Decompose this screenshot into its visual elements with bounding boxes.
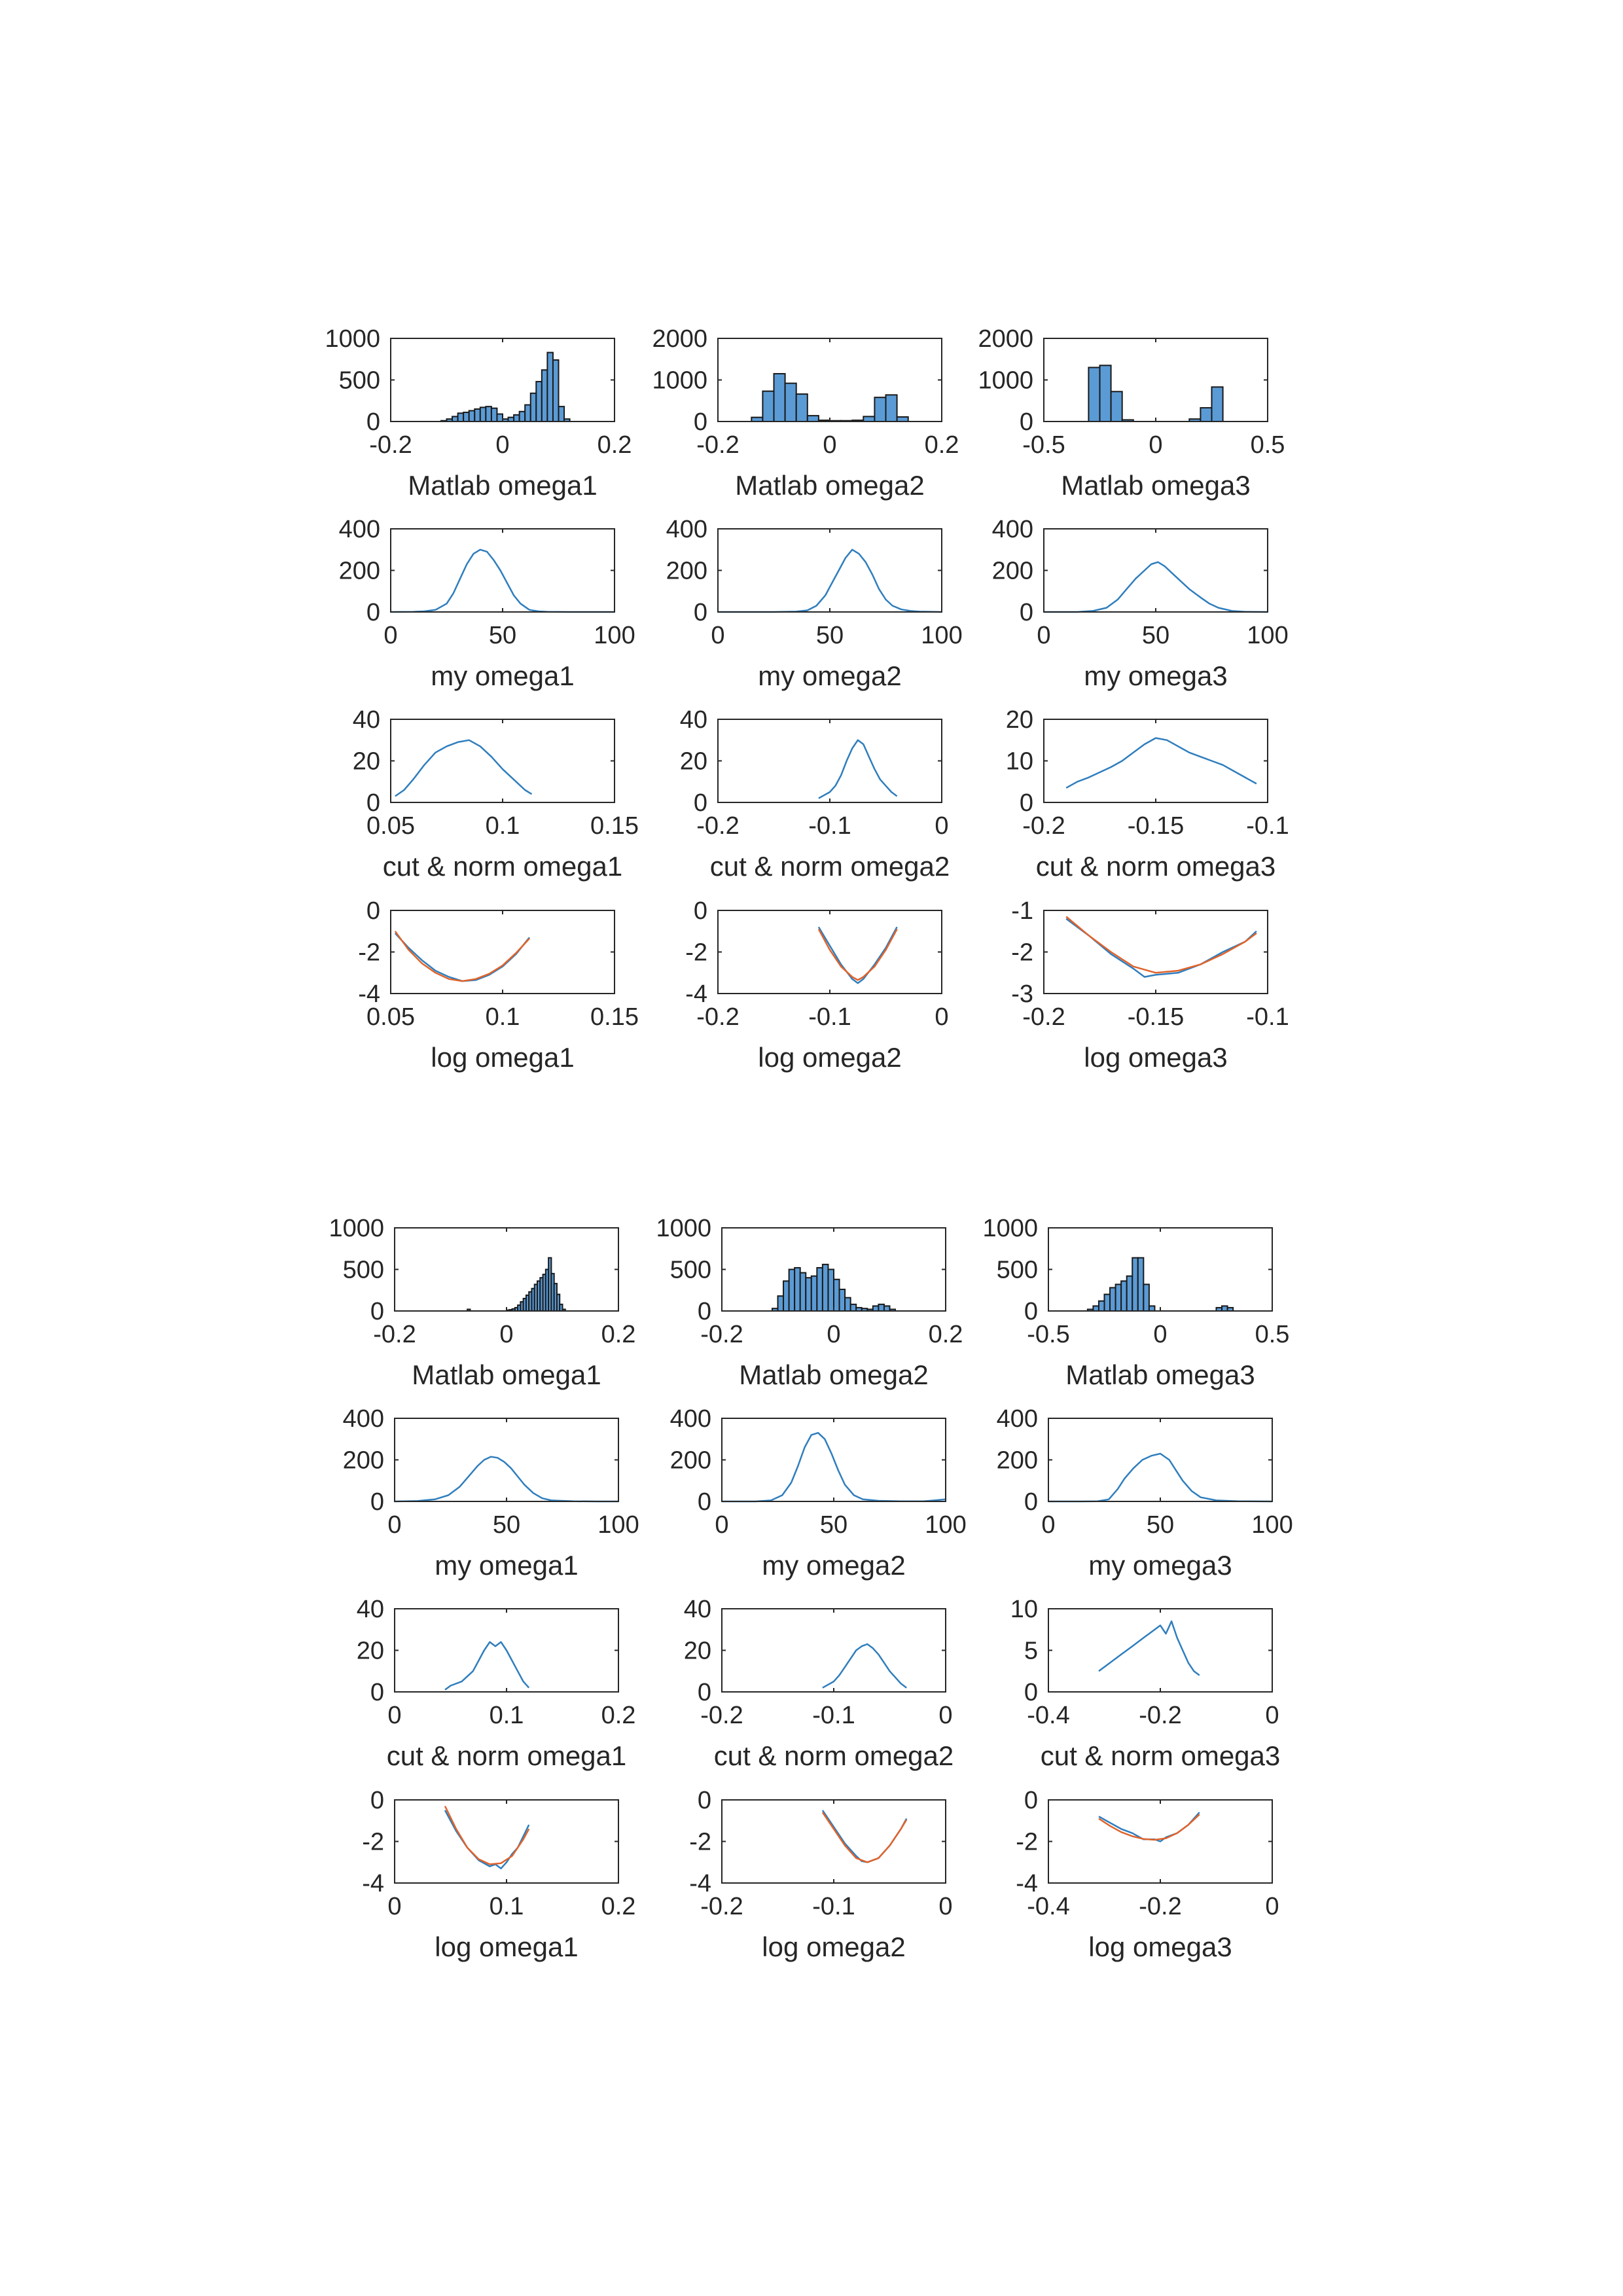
x-tick-label: 0 [827, 1321, 841, 1348]
x-tick-label: 0 [383, 622, 398, 649]
x-tick-label: 0.05 [366, 812, 415, 840]
y-tick-label: 400 [991, 516, 1033, 543]
x-axis-label: cut & norm omega1 [382, 851, 623, 882]
histogram-bar [480, 407, 486, 422]
x-axis-label: my omega3 [1088, 1550, 1232, 1581]
histogram-bar [1088, 367, 1099, 422]
y-tick-label: 500 [342, 1256, 384, 1284]
x-tick-label: 0.5 [1250, 431, 1285, 459]
histogram-bar [491, 408, 497, 422]
histogram-bar [1138, 1258, 1144, 1311]
x-tick-label: 0 [1037, 622, 1051, 649]
x-tick-label: -0.5 [1027, 1321, 1070, 1348]
y-tick-label: 500 [669, 1256, 711, 1284]
y-tick-label: 0 [366, 789, 380, 817]
histogram-bar [800, 1273, 806, 1311]
y-tick-label: 400 [338, 516, 380, 543]
histogram-bar [1111, 391, 1122, 422]
x-axis-label: log omega1 [431, 1042, 575, 1073]
y-tick-label: 500 [338, 367, 380, 395]
x-tick-label: 100 [1251, 1511, 1293, 1539]
x-tick-label: 0.5 [1255, 1321, 1290, 1348]
y-tick-label: 0 [1024, 1679, 1038, 1706]
histogram-bar [873, 1306, 879, 1311]
y-tick-label: 0 [693, 789, 707, 817]
y-tick-label: 2000 [978, 325, 1033, 353]
y-tick-label: 40 [356, 1596, 384, 1623]
x-tick-label: 0 [387, 1702, 402, 1729]
x-tick-label: 0 [1265, 1702, 1279, 1729]
x-tick-label: -0.2 [1022, 812, 1065, 840]
y-tick-label: 0 [370, 1488, 384, 1516]
y-tick-label: 200 [338, 557, 380, 585]
histogram-bar [1121, 1281, 1127, 1311]
x-tick-label: 0 [387, 1893, 402, 1920]
x-tick-label: 100 [594, 622, 635, 649]
y-tick-label: -2 [1011, 939, 1033, 967]
y-tick-label: 0 [370, 1298, 384, 1325]
histogram-bar [486, 406, 491, 422]
x-tick-label: -0.4 [1027, 1702, 1070, 1729]
histogram-bar [1110, 1287, 1116, 1311]
histogram-bar [874, 397, 885, 422]
x-tick-label: 0 [938, 1893, 953, 1920]
y-tick-label: -2 [358, 939, 380, 967]
y-tick-label: -2 [362, 1828, 384, 1856]
x-axis-label: my omega1 [435, 1550, 579, 1581]
y-tick-label: 0 [693, 897, 707, 925]
y-tick-label: 400 [996, 1405, 1038, 1433]
x-tick-label: -0.2 [696, 431, 740, 459]
x-tick-label: 0 [1149, 431, 1163, 459]
histogram-bar [851, 1304, 857, 1311]
x-tick-label: 0 [711, 622, 725, 649]
x-tick-label: -0.2 [700, 1321, 743, 1348]
histogram-bar [1222, 1306, 1228, 1311]
histogram-bar [542, 370, 548, 422]
histogram-bar [553, 360, 559, 422]
y-tick-label: 400 [342, 1405, 384, 1433]
histogram-bar [762, 391, 774, 422]
histogram-bar [1116, 1284, 1122, 1311]
y-tick-label: 0 [370, 1679, 384, 1706]
y-tick-label: 0 [693, 408, 707, 436]
x-tick-label: 100 [1247, 622, 1289, 649]
x-tick-label: 0 [499, 1321, 514, 1348]
y-tick-label: -2 [689, 1828, 711, 1856]
y-tick-label: 1000 [329, 1215, 384, 1242]
x-axis-label: Matlab omega3 [1065, 1359, 1255, 1390]
y-tick-label: 0 [1019, 599, 1033, 626]
x-axis-label: my omega3 [1084, 660, 1228, 691]
x-tick-label: -0.1 [1246, 1003, 1289, 1031]
y-tick-label: -2 [685, 939, 707, 967]
x-axis-label: Matlab omega2 [739, 1359, 929, 1390]
histogram-bar [559, 406, 565, 422]
y-tick-label: 200 [991, 557, 1033, 585]
x-tick-label: 0.1 [489, 1893, 524, 1920]
x-axis-label: log omega2 [758, 1042, 902, 1073]
y-tick-label: 200 [996, 1446, 1038, 1475]
histogram-bar [884, 1306, 890, 1311]
histogram-bar [785, 384, 796, 422]
y-tick-label: -1 [1011, 897, 1033, 925]
y-tick-label: 1000 [325, 325, 380, 353]
histogram-bar [1132, 1258, 1138, 1311]
histogram-bar [463, 412, 469, 422]
histogram-bar [525, 405, 531, 422]
y-tick-label: 1000 [978, 367, 1033, 395]
x-tick-label: 0 [938, 1702, 953, 1729]
histogram-bar [1099, 1301, 1105, 1311]
histogram-bar [1127, 1276, 1133, 1311]
x-tick-label: 0 [1265, 1893, 1279, 1920]
x-tick-label: 100 [597, 1511, 639, 1539]
x-axis-label: Matlab omega1 [412, 1359, 601, 1390]
histogram-bar [878, 1304, 884, 1311]
y-tick-label: 0 [1024, 1787, 1038, 1814]
x-tick-label: 50 [492, 1511, 521, 1539]
histogram-bar [840, 1289, 846, 1311]
histogram-bar [806, 1278, 812, 1311]
x-axis-label: log omega1 [435, 1931, 579, 1962]
histogram-bar [1143, 1284, 1149, 1311]
y-tick-label: 0 [366, 599, 380, 626]
histogram-bar [520, 412, 526, 422]
y-tick-label: 0 [697, 1787, 711, 1814]
histogram-bar [897, 417, 908, 422]
x-axis-label: my omega2 [758, 660, 902, 691]
y-tick-label: 0 [1019, 408, 1033, 436]
x-tick-label: -0.4 [1027, 1893, 1070, 1920]
histogram-bar [1212, 387, 1223, 422]
histogram-bar [789, 1270, 795, 1312]
x-tick-label: -0.2 [373, 1321, 416, 1348]
x-tick-label: 100 [921, 622, 963, 649]
y-tick-label: 5 [1024, 1637, 1038, 1665]
y-tick-label: 200 [666, 557, 707, 585]
histogram-bar [845, 1298, 851, 1311]
histogram-bar [452, 416, 458, 422]
y-tick-label: -2 [1016, 1828, 1038, 1856]
x-axis-label: log omega2 [762, 1931, 906, 1962]
histogram-bar [1093, 1306, 1099, 1311]
x-tick-label: 0 [715, 1511, 729, 1539]
y-tick-label: 1000 [656, 1215, 711, 1242]
histogram-bar [778, 1296, 784, 1311]
x-tick-label: 0.2 [601, 1321, 636, 1348]
y-tick-label: -4 [358, 980, 380, 1008]
histogram-bar [812, 1276, 817, 1311]
y-tick-label: 20 [679, 747, 707, 776]
y-tick-label: 0 [366, 408, 380, 436]
histogram-bar [886, 395, 897, 422]
y-tick-label: 0 [1019, 789, 1033, 817]
x-axis-label: my omega1 [431, 660, 575, 691]
y-tick-label: -4 [685, 980, 707, 1008]
x-tick-label: 0 [1041, 1511, 1056, 1539]
x-axis-label: Matlab omega2 [735, 470, 925, 501]
x-tick-label: 0 [1153, 1321, 1168, 1348]
x-tick-label: 0.2 [601, 1893, 636, 1920]
y-tick-label: 20 [356, 1637, 384, 1665]
x-tick-label: -0.2 [696, 1003, 740, 1031]
x-tick-label: 0 [935, 1003, 949, 1031]
x-tick-label: -0.1 [808, 812, 851, 840]
histogram-bar [1200, 408, 1211, 422]
histogram-bar [536, 382, 542, 422]
histogram-bar [1105, 1295, 1111, 1311]
x-axis-label: cut & norm omega2 [713, 1740, 954, 1771]
histogram-bar [823, 1265, 829, 1311]
x-axis-label: Matlab omega3 [1061, 470, 1251, 501]
histogram-bar [514, 415, 520, 422]
x-tick-label: 0.2 [601, 1702, 636, 1729]
x-tick-label: -0.2 [700, 1893, 743, 1920]
histogram-bar [474, 409, 480, 422]
histogram-bar [794, 1268, 800, 1311]
histogram-bar [458, 413, 464, 422]
y-tick-label: 40 [352, 706, 380, 734]
x-axis-label: log omega3 [1084, 1042, 1228, 1073]
histogram-bar [531, 393, 537, 422]
x-tick-label: 0.2 [928, 1321, 963, 1348]
x-tick-label: 0.2 [597, 431, 632, 459]
y-tick-label: 0 [693, 599, 707, 626]
histogram-bar [1100, 365, 1111, 422]
histogram-bar [817, 1268, 823, 1311]
y-tick-label: 1000 [982, 1215, 1038, 1242]
x-tick-label: 50 [819, 1511, 848, 1539]
x-tick-label: 100 [925, 1511, 967, 1539]
y-tick-label: 200 [342, 1446, 384, 1475]
x-tick-label: 50 [815, 622, 844, 649]
x-tick-label: -0.15 [1127, 1003, 1185, 1031]
histogram-bar [808, 416, 819, 422]
x-tick-label: 0 [935, 812, 949, 840]
y-tick-label: 0 [366, 897, 380, 925]
x-axis-label: cut & norm omega3 [1040, 1740, 1281, 1771]
y-tick-label: 500 [996, 1256, 1038, 1284]
x-tick-label: 0 [495, 431, 510, 459]
y-tick-label: 20 [1005, 706, 1033, 734]
y-tick-label: 0 [697, 1488, 711, 1516]
histogram-bar [828, 1270, 834, 1312]
y-tick-label: 20 [352, 747, 380, 776]
y-tick-label: -4 [1016, 1870, 1038, 1897]
y-tick-label: 10 [1010, 1596, 1038, 1623]
y-tick-label: -3 [1011, 980, 1033, 1008]
x-tick-label: -0.5 [1022, 431, 1065, 459]
histogram-bar [469, 410, 475, 422]
x-tick-label: 0.05 [366, 1003, 415, 1031]
histogram-bar [497, 414, 503, 422]
y-tick-label: 0 [370, 1787, 384, 1814]
y-tick-label: 400 [666, 516, 707, 543]
histogram-bar [774, 374, 785, 422]
x-tick-label: 0 [823, 431, 837, 459]
histogram-bar [834, 1280, 840, 1311]
x-axis-label: cut & norm omega3 [1035, 851, 1276, 882]
x-axis-label: cut & norm omega1 [386, 1740, 627, 1771]
x-tick-label: -0.2 [369, 431, 412, 459]
y-tick-label: 400 [669, 1405, 711, 1433]
histogram-bar [783, 1281, 789, 1311]
y-tick-label: 0 [697, 1298, 711, 1325]
x-tick-label: -0.2 [700, 1702, 743, 1729]
x-tick-label: -0.2 [1022, 1003, 1065, 1031]
x-tick-label: -0.1 [1246, 812, 1289, 840]
x-tick-label: -0.2 [1139, 1893, 1182, 1920]
y-tick-label: 1000 [652, 367, 707, 395]
histogram-bar [863, 416, 874, 422]
y-tick-label: 200 [669, 1446, 711, 1475]
x-tick-label: 50 [1141, 622, 1170, 649]
x-tick-label: -0.2 [1139, 1702, 1182, 1729]
x-tick-label: 50 [488, 622, 517, 649]
histogram-bar [547, 353, 553, 422]
x-tick-label: 0.15 [590, 1003, 639, 1031]
y-tick-label: 10 [1005, 747, 1033, 776]
x-tick-label: -0.1 [812, 1702, 855, 1729]
x-tick-label: 0.1 [489, 1702, 524, 1729]
y-tick-label: 0 [1024, 1488, 1038, 1516]
x-tick-label: -0.1 [812, 1893, 855, 1920]
x-tick-label: 0 [387, 1511, 402, 1539]
x-tick-label: 0.15 [590, 812, 639, 840]
x-tick-label: -0.15 [1127, 812, 1185, 840]
y-tick-label: 0 [1024, 1298, 1038, 1325]
histogram-bar [796, 394, 808, 422]
histogram-bar [1149, 1306, 1155, 1311]
y-tick-label: 2000 [652, 325, 707, 353]
y-tick-label: -4 [362, 1870, 384, 1897]
y-tick-label: -4 [689, 1870, 711, 1897]
y-tick-label: 0 [697, 1679, 711, 1706]
x-tick-label: 50 [1146, 1511, 1175, 1539]
y-tick-label: 20 [683, 1637, 711, 1665]
x-tick-label: -0.1 [808, 1003, 851, 1031]
y-tick-label: 40 [679, 706, 707, 734]
y-tick-label: 40 [683, 1596, 711, 1623]
x-tick-label: 0.1 [485, 1003, 520, 1031]
x-tick-label: 0.2 [924, 431, 959, 459]
x-axis-label: log omega3 [1088, 1931, 1232, 1962]
x-axis-label: my omega2 [762, 1550, 906, 1581]
x-tick-label: -0.2 [696, 812, 740, 840]
x-tick-label: 0.1 [485, 812, 520, 840]
x-axis-label: Matlab omega1 [408, 470, 597, 501]
x-axis-label: cut & norm omega2 [709, 851, 950, 882]
